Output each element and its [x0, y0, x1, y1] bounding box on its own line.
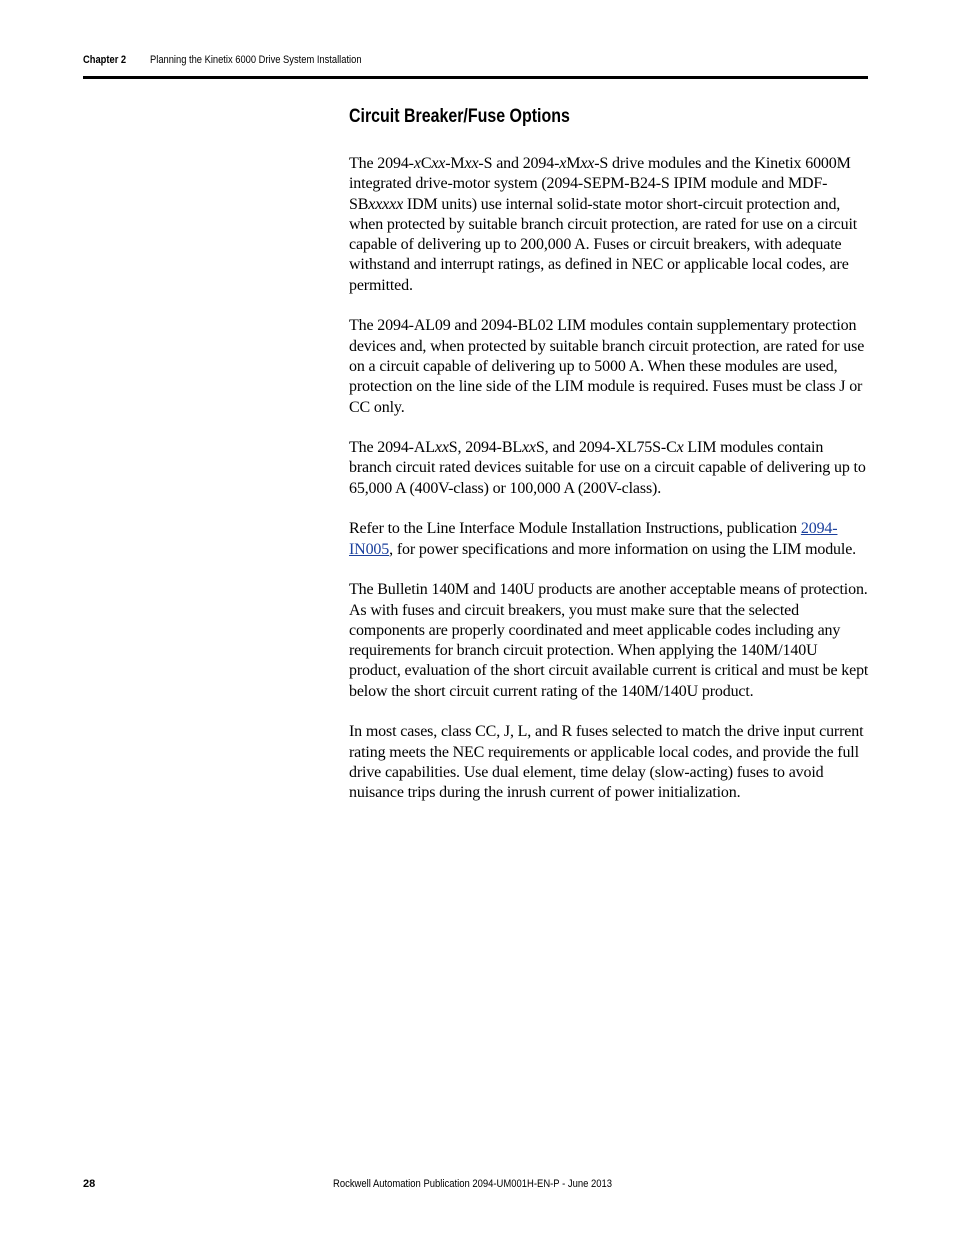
- body-text: [349, 154, 869, 824]
- paragraph-lim-branch: The 2094-ALxxS, 2094-BLxxS, and 2094-XL75S-Cx LIM modules contain branch circuit rated devices suitable for use on a circuit capable of delivering up to 65,000 A (400V-class) or 100,000 A (200V-class).: [349, 439, 866, 497]
- paragraph-fuse-classes: In most cases, class CC, J, L, and R fuses selected to match the drive input current rating meets the NEC requirements or applicable local codes, and provide the full drive capabilities. Use dual element, time delay (slow-acting) fuses to avoid nuisance trips during the inrush current of power initialization.: [349, 723, 864, 802]
- paragraph-lim-supplementary: The 2094-AL09 and 2094-BL02 LIM modules contain supplementary protection devices and, when protected by suitable branch circuit protection, are rated for use on a circuit capable of delivering up to 5000 A. When these modules are used, protection on the line side of the LIM module is required. Fuses must be class J or CC only.: [349, 317, 865, 416]
- paragraph-refer-lim: Refer to the Line Interface Module Installation Instructions, publication 2094-IN005, for power specifications and more information on using the LIM module.: [349, 520, 857, 558]
- section-title: Circuit Breaker/Fuse Options: [349, 106, 570, 127]
- chapter-label: Chapter 2: [83, 54, 127, 66]
- page-header: [83, 52, 868, 79]
- publication-link[interactable]: 2094-IN005: [349, 520, 838, 558]
- running-title: Planning the Kinetix 6000 Drive System Installation: [150, 54, 362, 66]
- page-number: 28: [83, 1178, 96, 1190]
- paragraph-140m-140u: The Bulletin 140M and 140U products are another acceptable means of protection. As with fuses and circuit breakers, you must make sure that the selected components are properly coordinated and meet applicable codes including any requirements for branch circuit protection. When applying the 140M/140U product, evaluation of the short circuit available current is critical and must be kept below the short circuit current rating of the 140M/140U product.: [349, 581, 869, 700]
- paragraph-integrated-protection: The 2094-xCxx-Mxx-S and 2094-xMxx-S drive modules and the Kinetix 6000M integrated drive-motor system (2094-SEPM-B24-S IPIM module and MDF-SBxxxxx IDM units) use internal solid-state motor short-circuit protection and, when protected by suitable branch circuit protection, are rated for use on a circuit capable of delivering up to 200,000 A. Fuses or circuit breakers, with adequate withstand and interrupt ratings, as defined in NEC or applicable local codes, are permitted.: [349, 155, 858, 294]
- publication-footer: Rockwell Automation Publication 2094-UM001H-EN-P - June 2013: [333, 1178, 613, 1190]
